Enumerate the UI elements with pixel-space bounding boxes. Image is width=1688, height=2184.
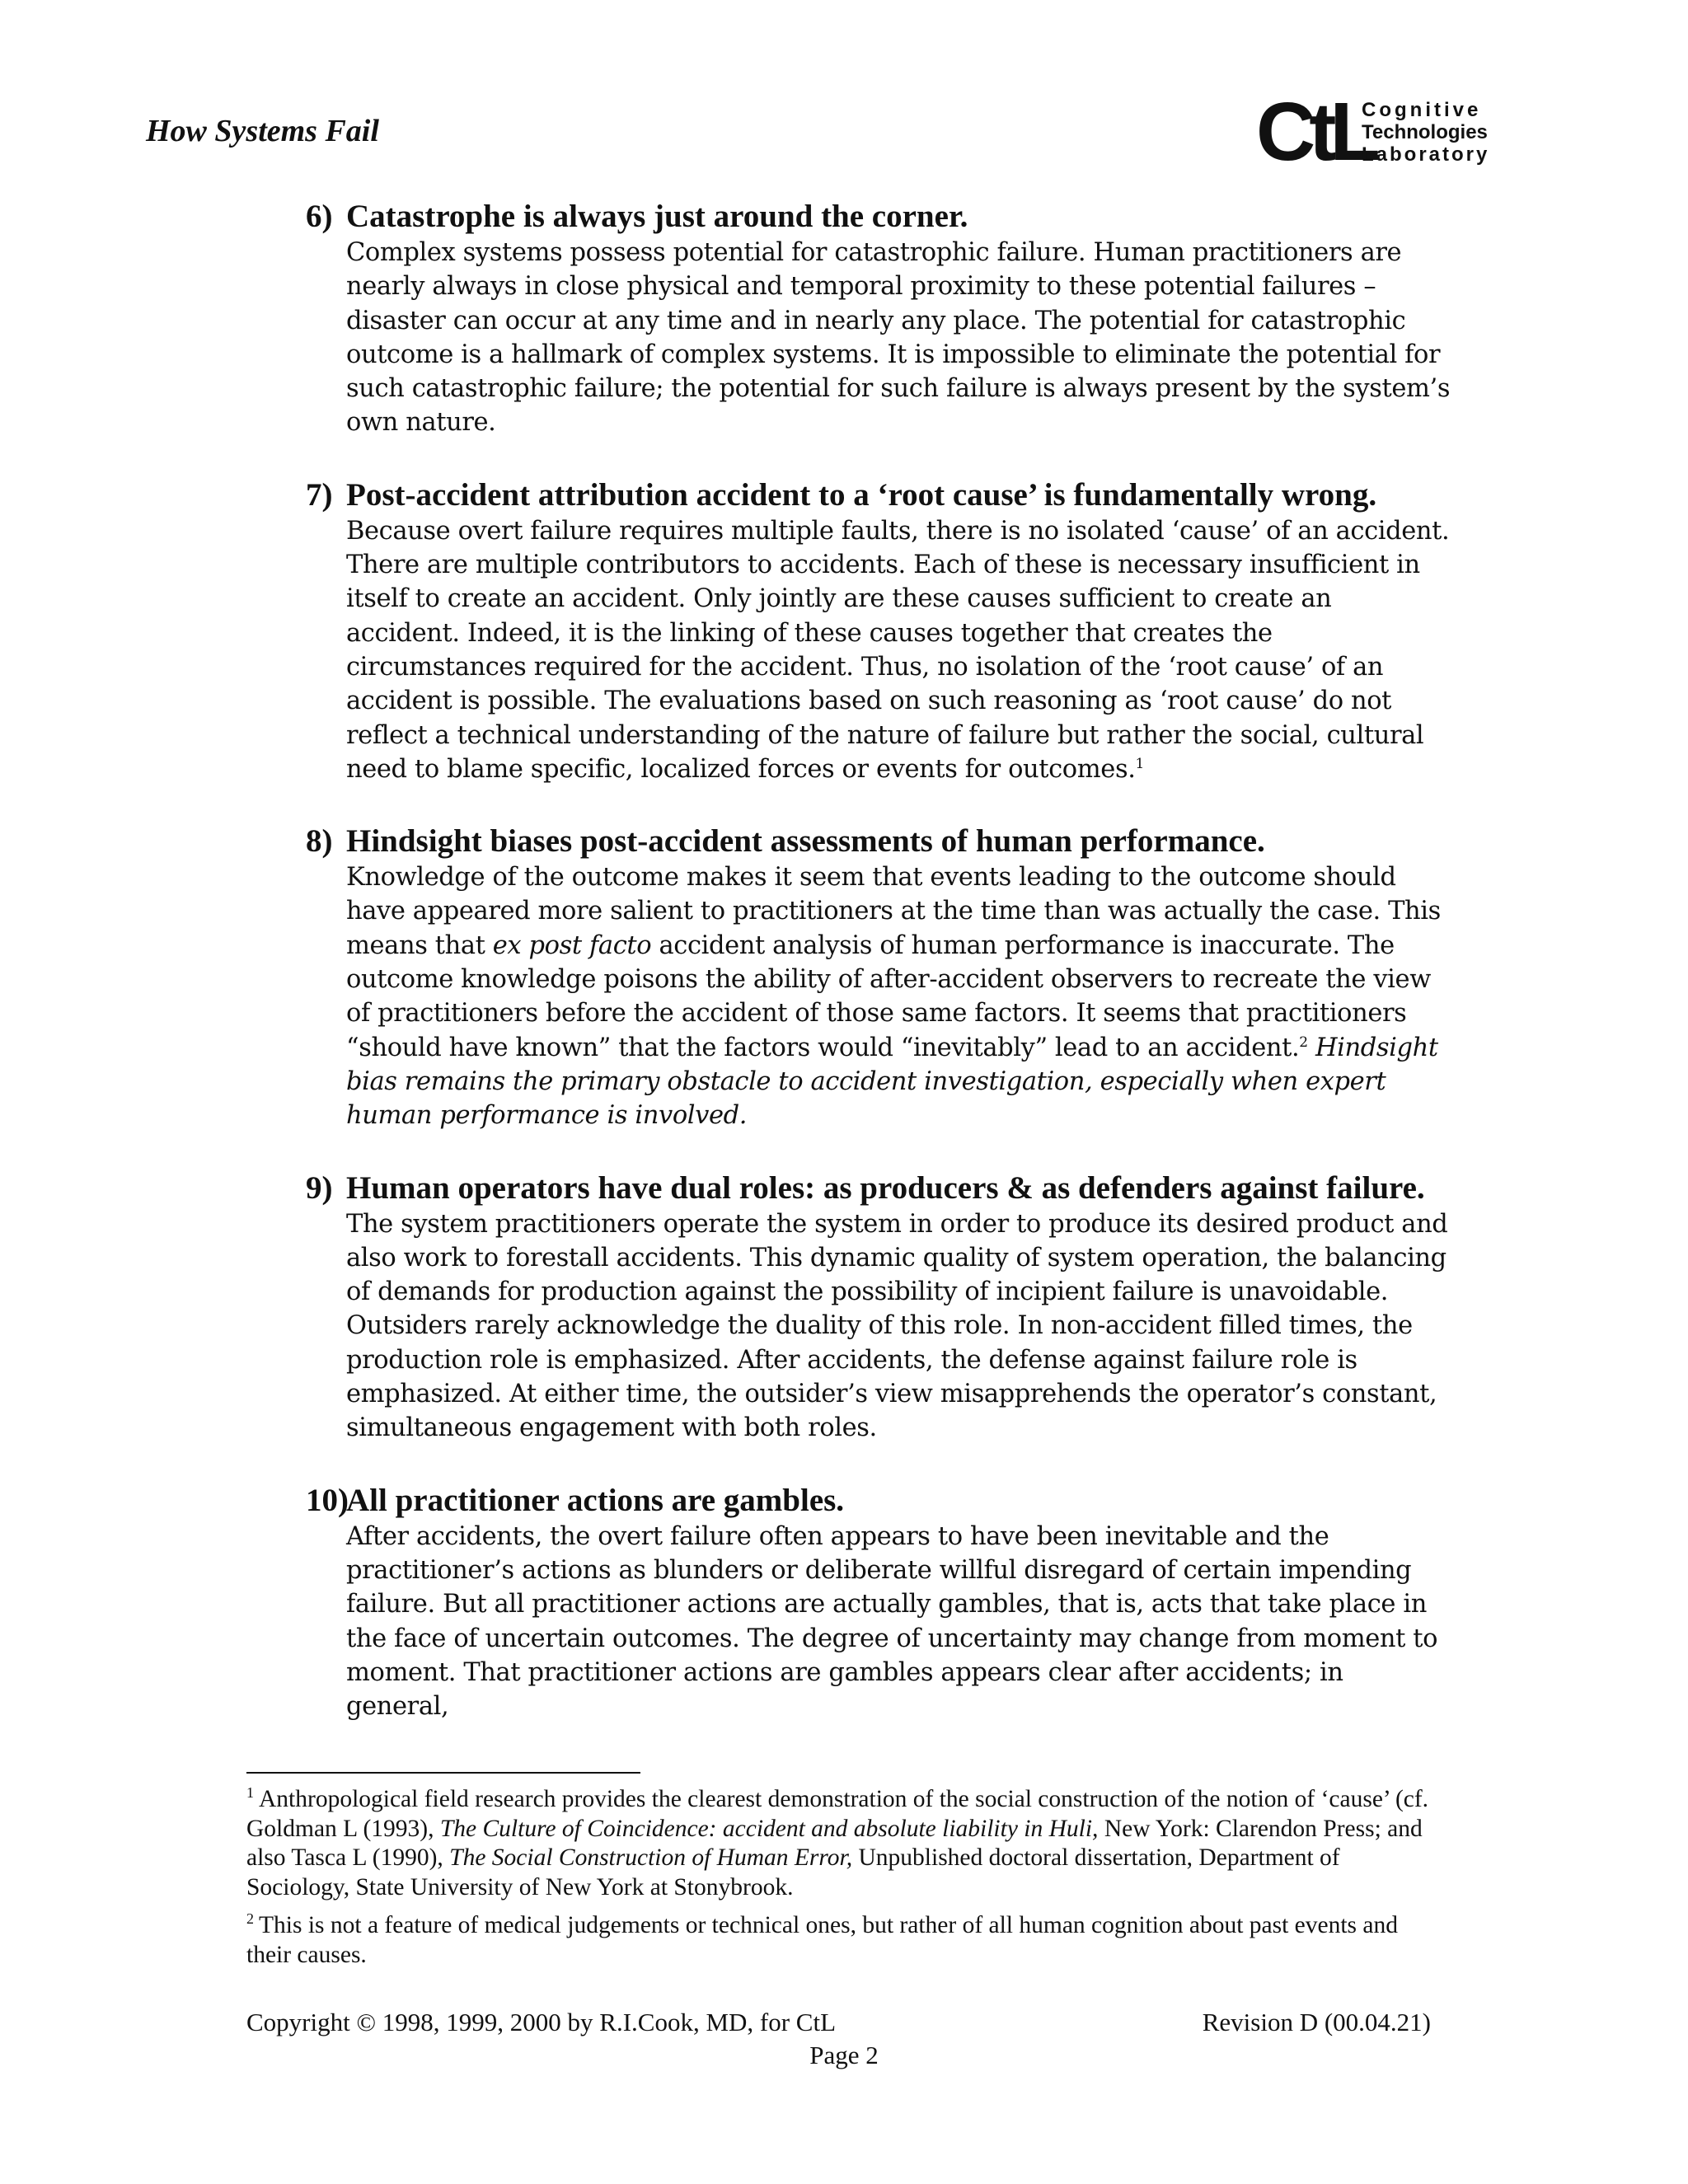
footnote-reference: 1 (1135, 755, 1144, 772)
footnotes (246, 1785, 1433, 1979)
item-number: 10) (306, 1482, 349, 1518)
numbered-item (306, 476, 1451, 786)
ctl-logo (1256, 86, 1528, 178)
item-heading-text: Human operators have dual roles: as producers & as defenders against failure. (346, 1169, 1425, 1206)
footnote-italic-text: The Culture of Coincidence: accident and absolute liability in Huli, (439, 1815, 1099, 1842)
item-body (346, 514, 1451, 786)
item-heading (306, 1169, 1451, 1207)
footnote-mark: 2 (246, 1910, 254, 1928)
footnote (246, 1911, 1433, 1970)
item-number: 7) (306, 476, 333, 513)
body-text (1308, 1033, 1315, 1062)
page-number: Page 2 (809, 2041, 879, 2069)
item-body (346, 236, 1451, 440)
item-heading-text: All practitioner actions are gambles. (346, 1482, 845, 1518)
logo-line-laboratory: Laboratory (1362, 143, 1490, 166)
footnote-italic-text: The Social Construction of Human Error, (449, 1844, 853, 1871)
item-body (346, 1207, 1451, 1446)
body-text: Because overt failure requires multiple faults, there is no isolated ‘cause’ of an accident. There are multiple contributors to accidents. Each of these is necessary insufficient in itself to create an accident. Only jointly are these causes sufficient to create an accident. Indeed, it is the linking of these causes together that creates the circumstances required for the accident. Thus, no isolation of the ‘root cause’ of an accident is possible. The evaluations based on such reasoning as ‘root cause’ do not reflect a technical understanding of the nature of failure but rather the social, cultural need to blame specific, localized forces or events for outcomes. (346, 516, 1450, 784)
item-heading (306, 823, 1451, 860)
ctl-logo-text (1362, 99, 1489, 166)
item-heading (306, 476, 1451, 514)
footnote (246, 1785, 1433, 1902)
body-text: After accidents, the overt failure often appears to have been inevitable and the practitioner’s actions as blunders or deliberate willful disregard of certain impending failure. But all practitioner actions are actually gambles, that is, acts that take place in the face of uncertain outcomes. The degree of uncertainty may change from moment to moment. That practitioner actions are gambles appears clear after accidents; in general, (346, 1521, 1438, 1722)
body-italic-text: Hindsight bias remains the primary obstacle to accident investigation, especially when expert human performance is involved. (346, 1033, 1438, 1131)
footer-revision: Revision D (00.04.21) (1202, 2008, 1431, 2036)
document-title: How Systems Fail (146, 114, 379, 148)
item-body (346, 1520, 1451, 1724)
item-heading (306, 1482, 1451, 1520)
numbered-item (306, 823, 1451, 1132)
item-number: 9) (306, 1169, 333, 1206)
numbered-item (306, 1482, 1451, 1724)
item-heading-text: Post-accident attribution accident to a ‘root cause’ is fundamentally wrong. (346, 476, 1377, 513)
footer-copyright: Copyright © 1998, 1999, 2000 by R.I.Cook, MD, for CtL (246, 2008, 837, 2036)
body-text: Complex systems possess potential for catastrophic failure. Human practitioners are nearly always in close physical and temporal proximity to these potential failures – disaster can occur at any time and in nearly any place. The potential for catastrophic outcome is a hallmark of complex systems. It is impossible to eliminate the potential for such catastrophic failure; the potential for such failure is always present by the system’s own nature. (346, 238, 1451, 438)
item-heading-text: Catastrophe is always just around the corner. (346, 199, 968, 234)
numbered-item (306, 198, 1451, 440)
body-text: Knowledge of the outcome makes it seem that events leading to the outcome should have appeared more salient to practitioners at the time than was actually the case. This means that (346, 863, 1441, 960)
item-number: 8) (306, 823, 333, 860)
item-number: 6) (306, 199, 333, 234)
footnote-text: This is not a feature of medical judgements or technical ones, but rather of all human cognition about past events and their causes. (246, 1912, 1398, 1968)
footnote-text: Unpublished doctoral dissertation, Department of Sociology, State University of New York at Stonybrook. (246, 1844, 1340, 1900)
item-heading (306, 198, 1451, 236)
body-text: accident analysis of human performance is inaccurate. The outcome knowledge poisons the ability of after-accident observers to recreate the view of practitioners before the accident of those same factors. It seems that practitioners “should have known” that the factors would “inevitably” lead to an accident. (346, 930, 1431, 1062)
footnote-divider (246, 1772, 640, 1774)
numbered-items (306, 198, 1451, 1760)
footnote-text: Anthropological field research provides the clearest demonstration of the social construction of the notion of ‘cause’ (cf. Goldman L (1993), (246, 1786, 1429, 1842)
footnote-text: New York: Clarendon Press; and also Tasca L (1990), (246, 1815, 1423, 1871)
footnote-mark: 1 (246, 1784, 254, 1802)
logo-line-cognitive: Cognitive (1362, 99, 1482, 121)
item-body (346, 860, 1451, 1132)
logo-line-technologies: Technologies (1362, 121, 1488, 143)
item-heading-text: Hindsight biases post-accident assessments of human performance. (346, 823, 1265, 860)
footnote-reference: 2 (1299, 1033, 1308, 1051)
numbered-item (306, 1169, 1451, 1446)
body-text: The system practitioners operate the system in order to produce its desired product and also work to forestall accidents. This dynamic quality of system operation, the balancing of demands for production against the possibility of incipient failure is unavoidable. Outsiders rarely acknowledge the duality of this role. In non-accident filled times, the production role is emphasized. After accidents, the defense against failure role is emphasized. At either time, the outsider’s view misapprehends the operator’s constant, simultaneous engagement with both roles. (346, 1209, 1448, 1443)
ctl-logo-mark: CtL (1256, 86, 1374, 178)
body-italic-text: ex post facto (492, 930, 652, 960)
